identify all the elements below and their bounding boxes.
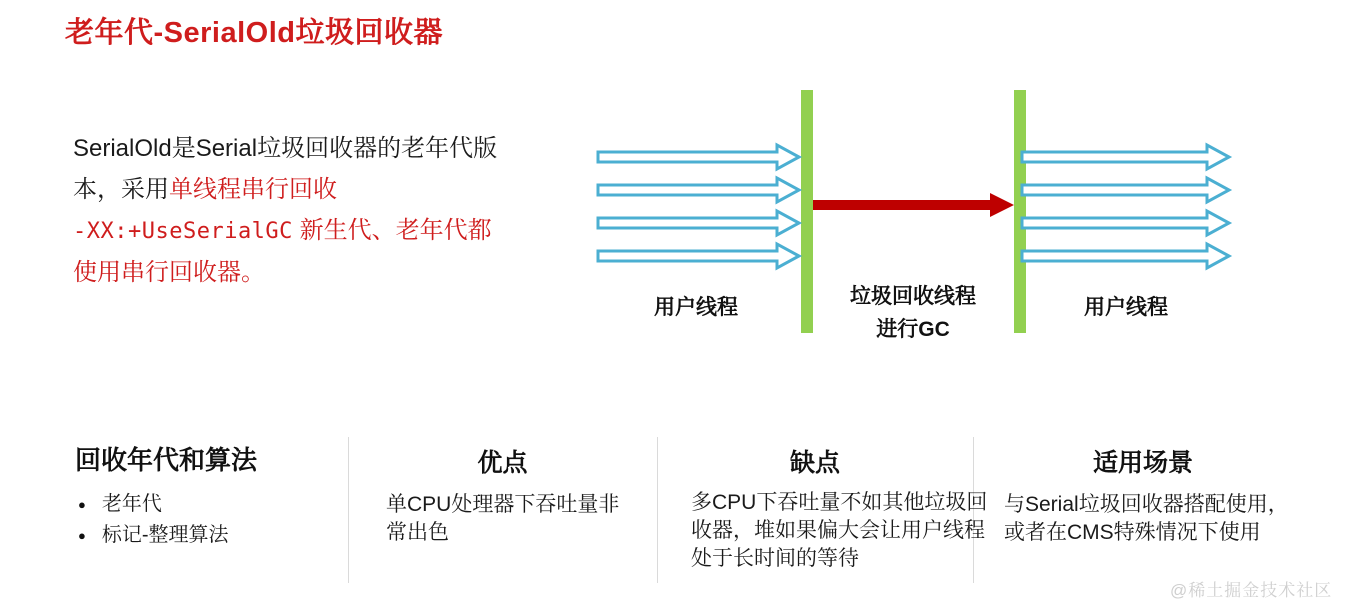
user-thread-arrow-right-icon	[1022, 145, 1229, 169]
user-thread-arrow-left-icon	[598, 178, 799, 202]
page-title: 老年代-SerialOld垃圾回收器	[65, 17, 443, 49]
intro-highlight: 使用串行回收器。	[73, 259, 265, 286]
intro-paragraph	[73, 128, 543, 293]
gc-thread-arrow-icon	[813, 193, 1014, 217]
user-threads-label-left: 用户线程	[654, 296, 738, 319]
intro-line-3	[73, 210, 543, 252]
intro-text: 本，采用	[73, 176, 169, 203]
list-item	[78, 489, 229, 520]
use-cases-text-line: 与Serial垃圾回收器搭配使用，	[1004, 493, 1289, 516]
cons-text-line: 多CPU下吞吐量不如其他垃圾回	[691, 491, 988, 514]
user-thread-arrow-right-icon	[1022, 211, 1229, 235]
intro-highlight: 单线程串行回收	[169, 176, 337, 203]
user-threads-label-right: 用户线程	[1084, 296, 1168, 319]
intro-line-1	[73, 128, 543, 169]
gc-thread-label-line1: 垃圾回收线程	[850, 285, 976, 308]
user-thread-arrow-right-icon	[1022, 244, 1229, 268]
pros-text	[386, 491, 619, 547]
intro-highlight: 新生代、老年代都	[292, 217, 492, 244]
intro-line-4	[73, 252, 543, 293]
stw-bar-right	[1014, 90, 1026, 333]
user-thread-arrow-right-icon	[1022, 178, 1229, 202]
generation-algorithm-list	[78, 489, 229, 551]
column-header-pros: 优点	[477, 449, 528, 477]
use-cases-text-line: 或者在CMS特殊情况下使用	[1004, 521, 1261, 544]
intro-text: SerialOld是Serial垃圾回收器的老年代版	[73, 135, 498, 162]
bullet-icon: ●	[78, 528, 86, 543]
user-thread-arrow-left-icon	[598, 145, 799, 169]
column-header-cons: 缺点	[789, 449, 840, 477]
jvm-flag-code: -XX:+UseSerialGC	[73, 219, 293, 244]
list-item-label: 老年代	[101, 493, 162, 515]
cons-text-line: 处于长时间的等待	[691, 547, 859, 570]
cons-text-line: 收器，堆如果偏大会让用户线程	[691, 519, 985, 542]
use-cases-text	[1004, 491, 1289, 547]
column-header-use-cases: 适用场景	[1092, 449, 1193, 477]
gc-thread-label-line2: 进行GC	[876, 318, 950, 341]
list-item-label: 标记-整理算法	[101, 524, 229, 546]
cons-text	[691, 489, 987, 573]
pros-text-line: 常出色	[386, 521, 449, 544]
stw-bar-left	[801, 90, 813, 333]
intro-line-2	[73, 169, 543, 210]
user-thread-arrow-left-icon	[598, 211, 799, 235]
bullet-icon: ●	[78, 497, 86, 512]
user-thread-arrow-left-icon	[598, 244, 799, 268]
pros-text-line: 单CPU处理器下吞吐量非	[386, 493, 620, 516]
watermark: @稀土掘金技术社区	[1170, 581, 1333, 600]
column-header-generation-algorithm: 回收年代和算法	[75, 445, 258, 475]
list-item	[78, 520, 229, 551]
